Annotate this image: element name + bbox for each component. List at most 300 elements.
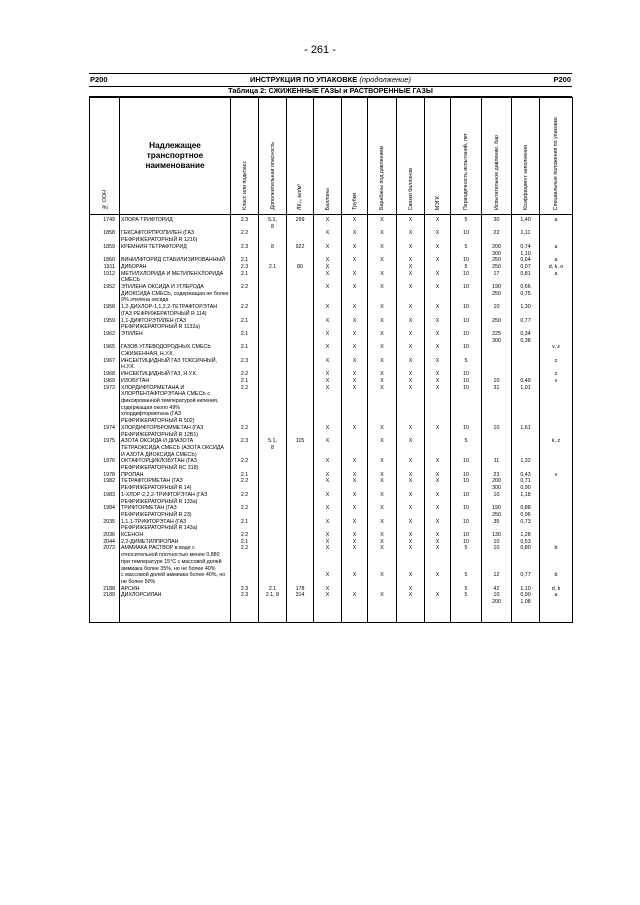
- col-filling-ratio: Коэффициент заполнения: [512, 98, 540, 215]
- cell-pressure-drums: X: [368, 385, 397, 425]
- cell-cylinders: X: [314, 572, 342, 585]
- cell-tubes: X: [342, 545, 368, 572]
- cell-subsidiary-hazard: 5.1, 8: [259, 215, 287, 231]
- cell-shipping-name: ХЛОРА ТРИФТОРИД: [120, 215, 231, 231]
- cell-pressure-drums: X: [368, 472, 397, 479]
- cell-cylinders: X: [314, 458, 342, 471]
- cell-shipping-name: КРЕМНИЯ ТЕТРАФТОРИД: [120, 244, 231, 257]
- cell-pressure-drums: X: [368, 271, 397, 284]
- cell-tubes: X: [342, 592, 368, 623]
- cell-un-number: 1952: [90, 284, 120, 304]
- cell-class: 2.3: [231, 438, 259, 458]
- cell-cylinders: X: [314, 472, 342, 479]
- cell-tubes: X: [342, 257, 368, 264]
- cell-un-number: 1984: [90, 505, 120, 518]
- cell-megc: X: [425, 572, 451, 585]
- table-row: [90, 438, 573, 458]
- cell-un-number: 2189: [90, 592, 120, 623]
- cell-tubes: X: [342, 385, 368, 425]
- table-row: [90, 244, 573, 257]
- header-right-code: P200: [553, 75, 571, 84]
- cell-cylinders: X: [314, 592, 342, 623]
- cell-filling-ratio: 1,28: [512, 532, 540, 539]
- cell-subsidiary-hazard: [259, 505, 287, 518]
- cell-subsidiary-hazard: [259, 358, 287, 371]
- cell-special-provisions: [540, 284, 573, 304]
- cell-filling-ratio: 1,40: [512, 215, 540, 231]
- cell-shipping-name: 1,2-ДИХЛОР-1,1,2,2-ТЕТРАФТОРЭТАН (ГАЗ РЕФРИЖЕРАТОРНЫЙ R 114): [120, 304, 231, 317]
- table-row: [90, 318, 573, 331]
- cell-subsidiary-hazard: 2.1, 8: [259, 592, 287, 623]
- cell-subsidiary-hazard: [259, 492, 287, 505]
- cell-test-pressure: 250: [482, 318, 512, 331]
- cell-test-pressure: 10: [482, 545, 512, 572]
- col-lc50: ЛК₅₀ мл/м³: [287, 98, 314, 215]
- cell-filling-ratio: 1,11: [512, 230, 540, 243]
- cell-lc50: 178: [287, 586, 314, 593]
- cell-special-provisions: v: [540, 472, 573, 479]
- cell-test-period: 10: [451, 492, 482, 505]
- cell-tubes: [342, 438, 368, 458]
- cell-un-number: 1973: [90, 385, 120, 425]
- cell-megc: X: [425, 358, 451, 371]
- cell-tubes: X: [342, 215, 368, 231]
- cell-shipping-name: 1,1-ДИФТОРЭТИЛЕН (ГАЗ РЕФРИЖЕРАТОРНЫЙ R 1132a): [120, 318, 231, 331]
- cell-lc50: [287, 358, 314, 371]
- cell-class: 2.2: [231, 284, 259, 304]
- table-row: [90, 271, 573, 284]
- table-row: [90, 592, 573, 623]
- cell-pressure-drums: X: [368, 478, 397, 491]
- cell-pressure-drums: X: [368, 304, 397, 317]
- cell-test-period: 10: [451, 271, 482, 284]
- header-title-text: ИНСТРУКЦИЯ ПО УПАКОВКЕ: [249, 75, 358, 84]
- cell-bundles: X: [397, 215, 425, 231]
- cell-lc50: [287, 378, 314, 385]
- cell-test-period: 10: [451, 257, 482, 264]
- col-megc: МЭГК: [425, 98, 451, 215]
- cell-tubes: X: [342, 304, 368, 317]
- cell-cylinders: X: [314, 378, 342, 385]
- cell-test-pressure: [482, 438, 512, 458]
- cell-un-number: 1858: [90, 230, 120, 243]
- cell-test-period: 10: [451, 458, 482, 471]
- cell-special-provisions: d, k: [540, 586, 573, 593]
- cell-test-pressure: 190 250: [482, 284, 512, 304]
- cell-cylinders: X: [314, 230, 342, 243]
- cell-megc: X: [425, 385, 451, 425]
- cell-test-period: 10: [451, 230, 482, 243]
- cell-un-number: 2044: [90, 539, 120, 546]
- cell-pressure-drums: X: [368, 458, 397, 471]
- cell-shipping-name: с массовой долей аммиака более 40%, но не более 50%: [120, 572, 231, 585]
- cell-megc: X: [425, 492, 451, 505]
- cell-test-pressure: 250: [482, 257, 512, 264]
- cell-lc50: [287, 572, 314, 585]
- table-row: [90, 586, 573, 593]
- cell-test-period: 10: [451, 519, 482, 532]
- cell-lc50: 115: [287, 438, 314, 458]
- cell-subsidiary-hazard: [259, 271, 287, 284]
- cell-shipping-name: ГЕКСАФТОРПРОПИЛЕН (ГАЗ РЕФРИЖЕРАТОРНЫЙ R 1216): [120, 230, 231, 243]
- cell-subsidiary-hazard: [259, 472, 287, 479]
- cell-filling-ratio: 0,81: [512, 271, 540, 284]
- cell-filling-ratio: 0,80: [512, 545, 540, 572]
- cell-tubes: X: [342, 572, 368, 585]
- cell-filling-ratio: 0,64: [512, 257, 540, 264]
- table-row: [90, 478, 573, 491]
- cell-un-number: 1978: [90, 472, 120, 479]
- cell-test-period: 10: [451, 472, 482, 479]
- cell-cylinders: X: [314, 318, 342, 331]
- cell-shipping-name: ОКТАФТОРЦИКЛОБУТАН (ГАЗ РЕФРИЖЕРАТОРНЫЙ RC 318): [120, 458, 231, 471]
- cell-filling-ratio: [512, 344, 540, 357]
- table-row: [90, 532, 573, 539]
- cell-test-pressure: 130: [482, 532, 512, 539]
- col-un-number: № ООН: [90, 98, 120, 215]
- cell-filling-ratio: [512, 371, 540, 378]
- cell-test-period: 5: [451, 215, 482, 231]
- cell-shipping-name: ЭТИЛЕНА ОКСИДА И УГЛЕРОДА ДИОКСИДА СМЕСЬ, содержащая не более 9% этилена оксида: [121, 284, 229, 304]
- cell-cylinders: X: [314, 586, 342, 593]
- cell-bundles: X: [397, 358, 425, 371]
- cell-class: 2.3: [231, 264, 259, 271]
- cell-megc: X: [425, 284, 451, 304]
- cell-cylinders: X: [314, 505, 342, 518]
- cell-test-pressure: 10 200: [482, 592, 512, 623]
- cell-class: 2.3: [231, 215, 259, 231]
- cell-megc: X: [425, 478, 451, 491]
- cell-tubes: X: [342, 539, 368, 546]
- cell-bundles: X: [397, 519, 425, 532]
- cell-un-number: 1968: [90, 371, 120, 378]
- cell-pressure-drums: [368, 264, 397, 271]
- cell-subsidiary-hazard: [259, 458, 287, 471]
- cell-un-number: 1958: [90, 304, 120, 317]
- cell-lc50: 314: [287, 592, 314, 623]
- cell-un-number: 1976: [90, 458, 120, 471]
- cell-pressure-drums: X: [368, 592, 397, 623]
- cell-class: 2.2: [231, 478, 259, 491]
- cell-special-provisions: [540, 505, 573, 518]
- cell-tubes: X: [342, 331, 368, 344]
- cell-filling-ratio: 0,77: [512, 572, 540, 585]
- cell-lc50: [287, 385, 314, 425]
- cell-cylinders: X: [314, 304, 342, 317]
- cell-cylinders: X: [314, 271, 342, 284]
- cell-pressure-drums: X: [368, 230, 397, 243]
- table-row: [90, 505, 573, 518]
- cell-megc: X: [425, 505, 451, 518]
- cell-tubes: [342, 586, 368, 593]
- cell-tubes: X: [342, 284, 368, 304]
- cell-class: 2.2: [231, 532, 259, 539]
- cell-pressure-drums: X: [368, 331, 397, 344]
- cell-test-pressure: 23: [482, 472, 512, 479]
- cell-megc: X: [425, 230, 451, 243]
- cell-shipping-name: АЗОТА ОКСИДА И ДИАЗОТА ТЕТРАОКСИДА СМЕСЬ (АЗОТА ОКСИДА И АЗОТА ДИОКСИДА СМЕСЬ): [120, 438, 231, 458]
- cell-cylinders: X: [314, 478, 342, 491]
- cell-bundles: X: [397, 572, 425, 585]
- cell-pressure-drums: [368, 586, 397, 593]
- cell-megc: X: [425, 215, 451, 231]
- col-test-period: Периодичность испытаний, лет: [451, 98, 482, 215]
- cell-test-pressure: 200 300: [482, 478, 512, 491]
- cell-un-number: 1974: [90, 425, 120, 438]
- cell-filling-ratio: [512, 358, 540, 371]
- cell-test-pressure: 225 300: [482, 331, 512, 344]
- cell-un-number: 1959: [90, 318, 120, 331]
- cell-filling-ratio: 0,49: [512, 378, 540, 385]
- cell-special-provisions: [540, 478, 573, 491]
- cell-subsidiary-hazard: 8: [259, 244, 287, 257]
- cell-subsidiary-hazard: [259, 519, 287, 532]
- table-row: [90, 304, 573, 317]
- cell-un-number: 1975: [90, 438, 120, 458]
- cell-test-period: 10: [451, 385, 482, 425]
- cell-test-pressure: 22: [482, 230, 512, 243]
- cell-class: 2.1: [231, 472, 259, 479]
- cell-subsidiary-hazard: [259, 331, 287, 344]
- table-row: [90, 458, 573, 471]
- cell-subsidiary-hazard: [259, 318, 287, 331]
- cell-special-provisions: v: [540, 378, 573, 385]
- cell-special-provisions: a: [540, 592, 573, 623]
- cell-filling-ratio: 0,90 1,08: [512, 592, 540, 623]
- cell-megc: X: [425, 304, 451, 317]
- cell-megc: X: [425, 378, 451, 385]
- cell-tubes: X: [342, 271, 368, 284]
- cell-cylinders: X: [314, 215, 342, 231]
- table-row: [90, 378, 573, 385]
- cell-bundles: X: [397, 532, 425, 539]
- cell-special-provisions: [540, 331, 573, 344]
- cell-special-provisions: [540, 304, 573, 317]
- cell-filling-ratio: 1,10: [512, 586, 540, 593]
- cell-test-period: 5: [451, 545, 482, 572]
- table-row: [90, 472, 573, 479]
- cell-test-pressure: 30: [482, 215, 512, 231]
- cell-tubes: X: [342, 492, 368, 505]
- cell-megc: [425, 264, 451, 271]
- cell-megc: X: [425, 539, 451, 546]
- cell-pressure-drums: X: [368, 284, 397, 304]
- table-header-row: [90, 98, 573, 215]
- cell-tubes: X: [342, 230, 368, 243]
- cell-class: 2.1: [231, 344, 259, 357]
- cell-bundles: X: [397, 331, 425, 344]
- cell-filling-ratio: 1,18: [512, 492, 540, 505]
- cell-un-number: 2073: [90, 545, 120, 572]
- cell-class: 2.1: [231, 257, 259, 264]
- header-left-code: P200: [90, 75, 108, 84]
- cell-cylinders: X: [314, 284, 342, 304]
- cell-test-period: 10: [451, 318, 482, 331]
- cell-tubes: X: [342, 505, 368, 518]
- cell-shipping-name: ХЛОРДИФТОРБРОММЕТАН (ГАЗ РЕФРИЖЕРАТОРНЫЙ R 12B1): [120, 425, 231, 438]
- cell-shipping-name: ПРОПАН: [120, 472, 231, 479]
- cell-bundles: X: [397, 425, 425, 438]
- cell-lc50: [287, 539, 314, 546]
- cell-megc: X: [425, 344, 451, 357]
- cell-cylinders: X: [314, 344, 342, 357]
- cell-shipping-name: ХЛОРДИФТОРМЕТАНА И ХЛОРПЕНТАФТОРЭТАНА СМЕСЬ с фиксированной температурой кипения, содержащая около 49% хлордифторметана (ГАЗ РЕФРИЖЕРАТОРНЫЙ R 502): [120, 385, 231, 425]
- cell-pressure-drums: X: [368, 492, 397, 505]
- cell-special-provisions: a: [540, 244, 573, 257]
- cell-subsidiary-hazard: 2.1: [259, 264, 287, 271]
- cell-class: 2.2: [231, 385, 259, 425]
- cell-class: 2.3: [231, 244, 259, 257]
- cell-pressure-drums: X: [368, 358, 397, 371]
- cell-bundles: X: [397, 344, 425, 357]
- table-row: [90, 519, 573, 532]
- cell-lc50: [287, 519, 314, 532]
- cell-shipping-name: АРСИН: [120, 586, 231, 593]
- cell-test-period: 10: [451, 371, 482, 378]
- cell-megc: [425, 438, 451, 458]
- cell-test-pressure: 200 300: [482, 244, 512, 257]
- cell-tubes: X: [342, 378, 368, 385]
- cell-bundles: X: [397, 257, 425, 264]
- cell-class: 2.1: [231, 331, 259, 344]
- cell-shipping-name: ТЕТРАФТОРМЕТАН (ГАЗ РЕФРИЖЕРАТОРНЫЙ R 14): [120, 478, 231, 491]
- cell-megc: X: [425, 371, 451, 378]
- cell-un-number: 1983: [90, 492, 120, 505]
- cell-filling-ratio: 1,30: [512, 304, 540, 317]
- cell-pressure-drums: X: [368, 438, 397, 458]
- cell-subsidiary-hazard: [259, 257, 287, 264]
- cell-bundles: X: [397, 230, 425, 243]
- cell-cylinders: X: [314, 425, 342, 438]
- cell-filling-ratio: 0,66 0,75: [512, 284, 540, 304]
- cell-filling-ratio: 0,88 0,96: [512, 505, 540, 518]
- cell-shipping-name: ИЗОБУТАН: [120, 378, 231, 385]
- cell-un-number: 2036: [90, 532, 120, 539]
- cell-un-number: 1982: [90, 478, 120, 491]
- cell-lc50: [287, 545, 314, 572]
- cell-test-pressure: 190 250: [482, 505, 512, 518]
- cell-class: 2.1: [231, 519, 259, 532]
- cell-lc50: [287, 478, 314, 491]
- cell-subsidiary-hazard: [259, 344, 287, 357]
- cell-lc50: [287, 425, 314, 438]
- cell-un-number: 1749: [90, 215, 120, 231]
- cell-test-pressure: 42: [482, 586, 512, 593]
- col-cylinders: Баллоны: [314, 98, 342, 215]
- cell-filling-ratio: 0,77: [512, 318, 540, 331]
- cell-lc50: [287, 284, 314, 304]
- cell-special-provisions: [540, 425, 573, 438]
- cell-lc50: 922: [287, 244, 314, 257]
- cell-shipping-name: ВИНИЛФТОРИД СТАБИЛИЗИРОВАННЫЙ: [120, 257, 231, 264]
- col-subsidiary-hazard: Дополнительная опасность: [259, 98, 287, 215]
- cell-class: 2.1: [231, 539, 259, 546]
- table-row: [90, 344, 573, 357]
- cell-tubes: X: [342, 425, 368, 438]
- cell-test-pressure: 10: [482, 378, 512, 385]
- cell-test-pressure: 17: [482, 271, 512, 284]
- cell-test-period: 5: [451, 438, 482, 458]
- cell-tubes: X: [342, 519, 368, 532]
- cell-subsidiary-hazard: [259, 284, 287, 304]
- cell-shipping-name: 2,2-ДИМЕТИЛПРОПАН: [120, 539, 231, 546]
- cell-cylinders: X: [314, 385, 342, 425]
- cell-special-provisions: d, k, o: [540, 264, 573, 271]
- cell-special-provisions: [540, 385, 573, 425]
- cell-test-period: 10: [451, 425, 482, 438]
- cell-subsidiary-hazard: [259, 545, 287, 572]
- cell-megc: X: [425, 472, 451, 479]
- cell-shipping-name: МЕТИЛХЛОРИДА И МЕТИЛЕНХЛОРИДА СМЕСЬ: [120, 271, 231, 284]
- cell-pressure-drums: X: [368, 344, 397, 357]
- table-row: [90, 257, 573, 264]
- cell-class: 2.2: [231, 371, 259, 378]
- cell-tubes: X: [342, 472, 368, 479]
- cell-bundles: X: [397, 264, 425, 271]
- table-row: [90, 284, 573, 304]
- cell-pressure-drums: X: [368, 505, 397, 518]
- cell-bundles: X: [397, 385, 425, 425]
- cell-megc: X: [425, 532, 451, 539]
- cell-shipping-name: 1,1,1-ТРИФТОРЭТАН (ГАЗ РЕФРИЖЕРАТОРНЫЙ R 143a): [120, 519, 231, 532]
- cell-filling-ratio: 1,32: [512, 458, 540, 471]
- cell-test-period: 10: [451, 284, 482, 304]
- cell-pressure-drums: X: [368, 371, 397, 378]
- cell-pressure-drums: X: [368, 378, 397, 385]
- cell-shipping-name: КСЕНОН: [120, 532, 231, 539]
- cell-lc50: [287, 318, 314, 331]
- cell-cylinders: X: [314, 358, 342, 371]
- cell-tubes: X: [342, 478, 368, 491]
- cell-class: 2.2: [231, 505, 259, 518]
- cell-bundles: X: [397, 378, 425, 385]
- cell-un-number: 1860: [90, 257, 120, 264]
- cell-tubes: X: [342, 371, 368, 378]
- cell-un-number: 1859: [90, 244, 120, 257]
- cell-bundles: X: [397, 438, 425, 458]
- cell-test-period: 10: [451, 478, 482, 491]
- cell-special-provisions: b: [540, 545, 573, 572]
- cell-filling-ratio: 0,71 0,90: [512, 478, 540, 491]
- cell-class: 2.2: [231, 492, 259, 505]
- cell-shipping-name: ЭТИЛЕН: [120, 331, 231, 344]
- table-caption: Таблица 2: СЖИЖЕННЫЕ ГАЗЫ и РАСТВОРЕННЫЕ ГАЗЫ: [89, 86, 572, 97]
- col-shipping-name: Надлежащее транспортное наименование: [120, 98, 231, 215]
- cell-filling-ratio: 0,34 0,38: [512, 331, 540, 344]
- cell-cylinders: X: [314, 519, 342, 532]
- cell-subsidiary-hazard: [259, 532, 287, 539]
- cell-pressure-drums: X: [368, 425, 397, 438]
- cell-lc50: [287, 505, 314, 518]
- cell-bundles: X: [397, 318, 425, 331]
- instruction-header: [89, 73, 572, 87]
- cell-cylinders: X: [314, 264, 342, 271]
- cell-pressure-drums: X: [368, 215, 397, 231]
- cell-megc: X: [425, 257, 451, 264]
- cell-special-provisions: b: [540, 572, 573, 585]
- col-tubes: Трубки: [342, 98, 368, 215]
- cell-pressure-drums: X: [368, 519, 397, 532]
- cell-subsidiary-hazard: 2.1: [259, 586, 287, 593]
- cell-tubes: X: [342, 244, 368, 257]
- table-row: [90, 358, 573, 371]
- cell-test-period: 10: [451, 539, 482, 546]
- cell-special-provisions: a: [540, 257, 573, 264]
- cell-class: 2.3: [231, 358, 259, 371]
- cell-tubes: X: [342, 532, 368, 539]
- cell-test-period: 10: [451, 344, 482, 357]
- cell-class: 2.3: [231, 592, 259, 623]
